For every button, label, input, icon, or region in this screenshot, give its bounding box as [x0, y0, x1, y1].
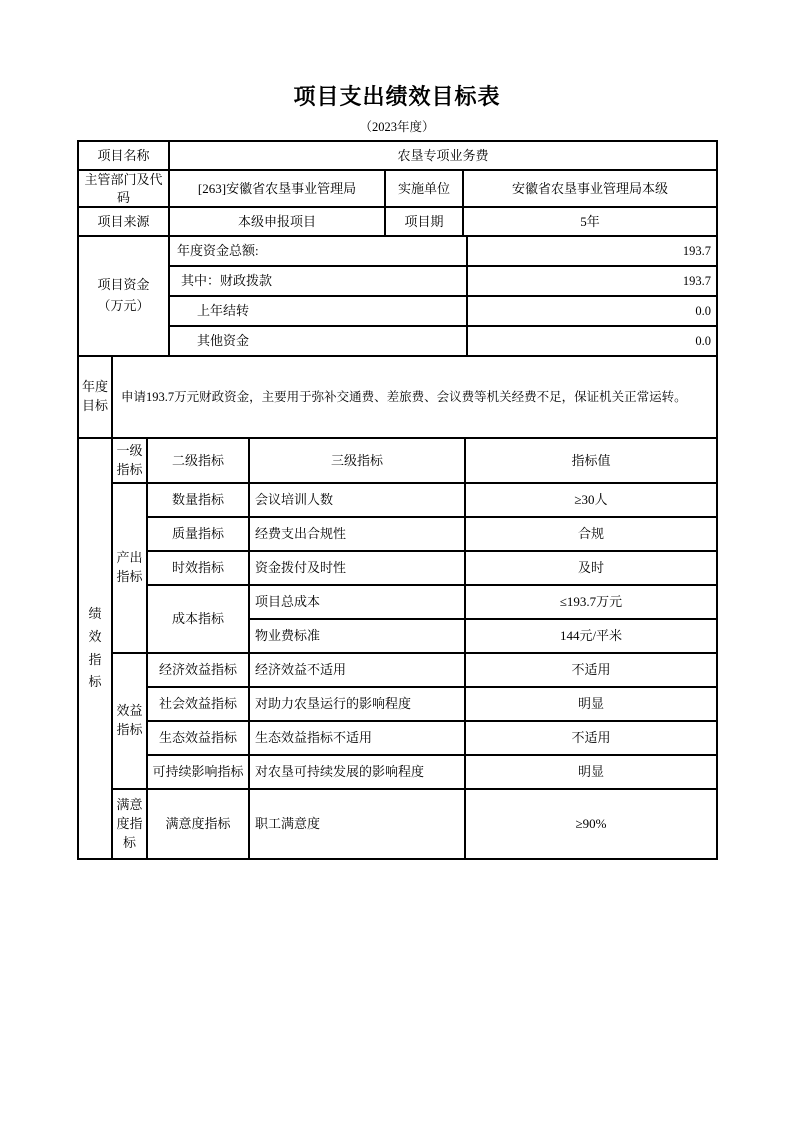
- group-satisfaction-label: 满意度指标: [112, 789, 147, 859]
- indicator-value: 不适用: [465, 653, 717, 687]
- group-benefit-label: 效益指标: [112, 653, 147, 789]
- page-title: 项目支出绩效目标表: [293, 84, 501, 109]
- project-period-label: 项目期: [385, 207, 463, 236]
- indicator-value: 及时: [465, 551, 717, 585]
- page-subtitle: （2023年度）: [359, 120, 435, 134]
- project-name-value: 农垦专项业务费: [169, 141, 717, 170]
- indicator-l3: 经费支出合规性: [249, 517, 465, 551]
- indicator-l2: 成本指标: [147, 585, 249, 653]
- header-level1: 一级指标: [112, 438, 147, 483]
- indicator-value: 明显: [465, 755, 717, 789]
- indicator-l3: 物业费标准: [249, 619, 465, 653]
- funding-carryover-value: 0.0: [467, 296, 717, 326]
- annual-goal-label: 年度目标: [78, 356, 112, 438]
- indicator-l2: 时效指标: [147, 551, 249, 585]
- header-level3: 三级指标: [249, 438, 465, 483]
- funding-other-label: 其他资金: [169, 326, 467, 356]
- funding-fiscal-value: 193.7: [467, 266, 717, 296]
- funding-total-value: 193.7: [467, 236, 717, 266]
- project-name-label: 项目名称: [78, 141, 169, 170]
- indicator-l2: 可持续影响指标: [147, 755, 249, 789]
- group-output-label: 产出指标: [112, 483, 147, 653]
- indicator-l2: 满意度指标: [147, 789, 249, 859]
- indicator-l3: 项目总成本: [249, 585, 465, 619]
- project-info-table: [77, 140, 718, 237]
- indicator-value: ≥30人: [465, 483, 717, 517]
- indicator-l3: 职工满意度: [249, 789, 465, 859]
- indicator-value: ≥90%: [465, 789, 717, 859]
- indicator-value: ≤193.7万元: [465, 585, 717, 619]
- project-period-value: 5年: [463, 207, 717, 236]
- annual-goal-text: 申请193.7万元财政资金，主要用于弥补交通费、差旅费、会议费等机关经费不足，保证机关正常运转。: [112, 356, 717, 438]
- funding-label: 项目资金（万元）: [78, 236, 169, 356]
- indicator-value: 144元/平米: [465, 619, 717, 653]
- funding-fiscal-label: 其中：财政拨款: [169, 266, 467, 296]
- impl-unit-label: 实施单位: [385, 170, 463, 207]
- indicator-l3: 资金拨付及时性: [249, 551, 465, 585]
- dept-code-value: [263]安徽省农垦事业管理局: [169, 170, 385, 207]
- indicator-value: 不适用: [465, 721, 717, 755]
- perf-side-label: 绩效指标: [78, 438, 112, 859]
- funding-carryover-label: 上年结转: [169, 296, 467, 326]
- project-source-value: 本级申报项目: [169, 207, 385, 236]
- indicator-value: 明显: [465, 687, 717, 721]
- project-source-label: 项目来源: [78, 207, 169, 236]
- header-value: 指标值: [465, 438, 717, 483]
- funding-total-label: 年度资金总额:: [169, 236, 467, 266]
- indicator-l2: 质量指标: [147, 517, 249, 551]
- indicator-l3: 经济效益不适用: [249, 653, 465, 687]
- performance-indicators-table: [77, 437, 718, 860]
- dept-code-label: 主管部门及代码: [78, 170, 169, 207]
- project-funding-table: [77, 235, 718, 357]
- indicator-l3: 对助力农垦运行的影响程度: [249, 687, 465, 721]
- indicator-l3: 对农垦可持续发展的影响程度: [249, 755, 465, 789]
- indicator-l2: 生态效益指标: [147, 721, 249, 755]
- indicator-l2: 数量指标: [147, 483, 249, 517]
- indicator-l3: 会议培训人数: [249, 483, 465, 517]
- funding-other-value: 0.0: [467, 326, 717, 356]
- impl-unit-value: 安徽省农垦事业管理局本级: [463, 170, 717, 207]
- indicator-l3: 生态效益指标不适用: [249, 721, 465, 755]
- indicator-value: 合规: [465, 517, 717, 551]
- indicator-l2: 经济效益指标: [147, 653, 249, 687]
- indicator-l2: 社会效益指标: [147, 687, 249, 721]
- annual-goal-table: [77, 355, 718, 439]
- header-level2: 二级指标: [147, 438, 249, 483]
